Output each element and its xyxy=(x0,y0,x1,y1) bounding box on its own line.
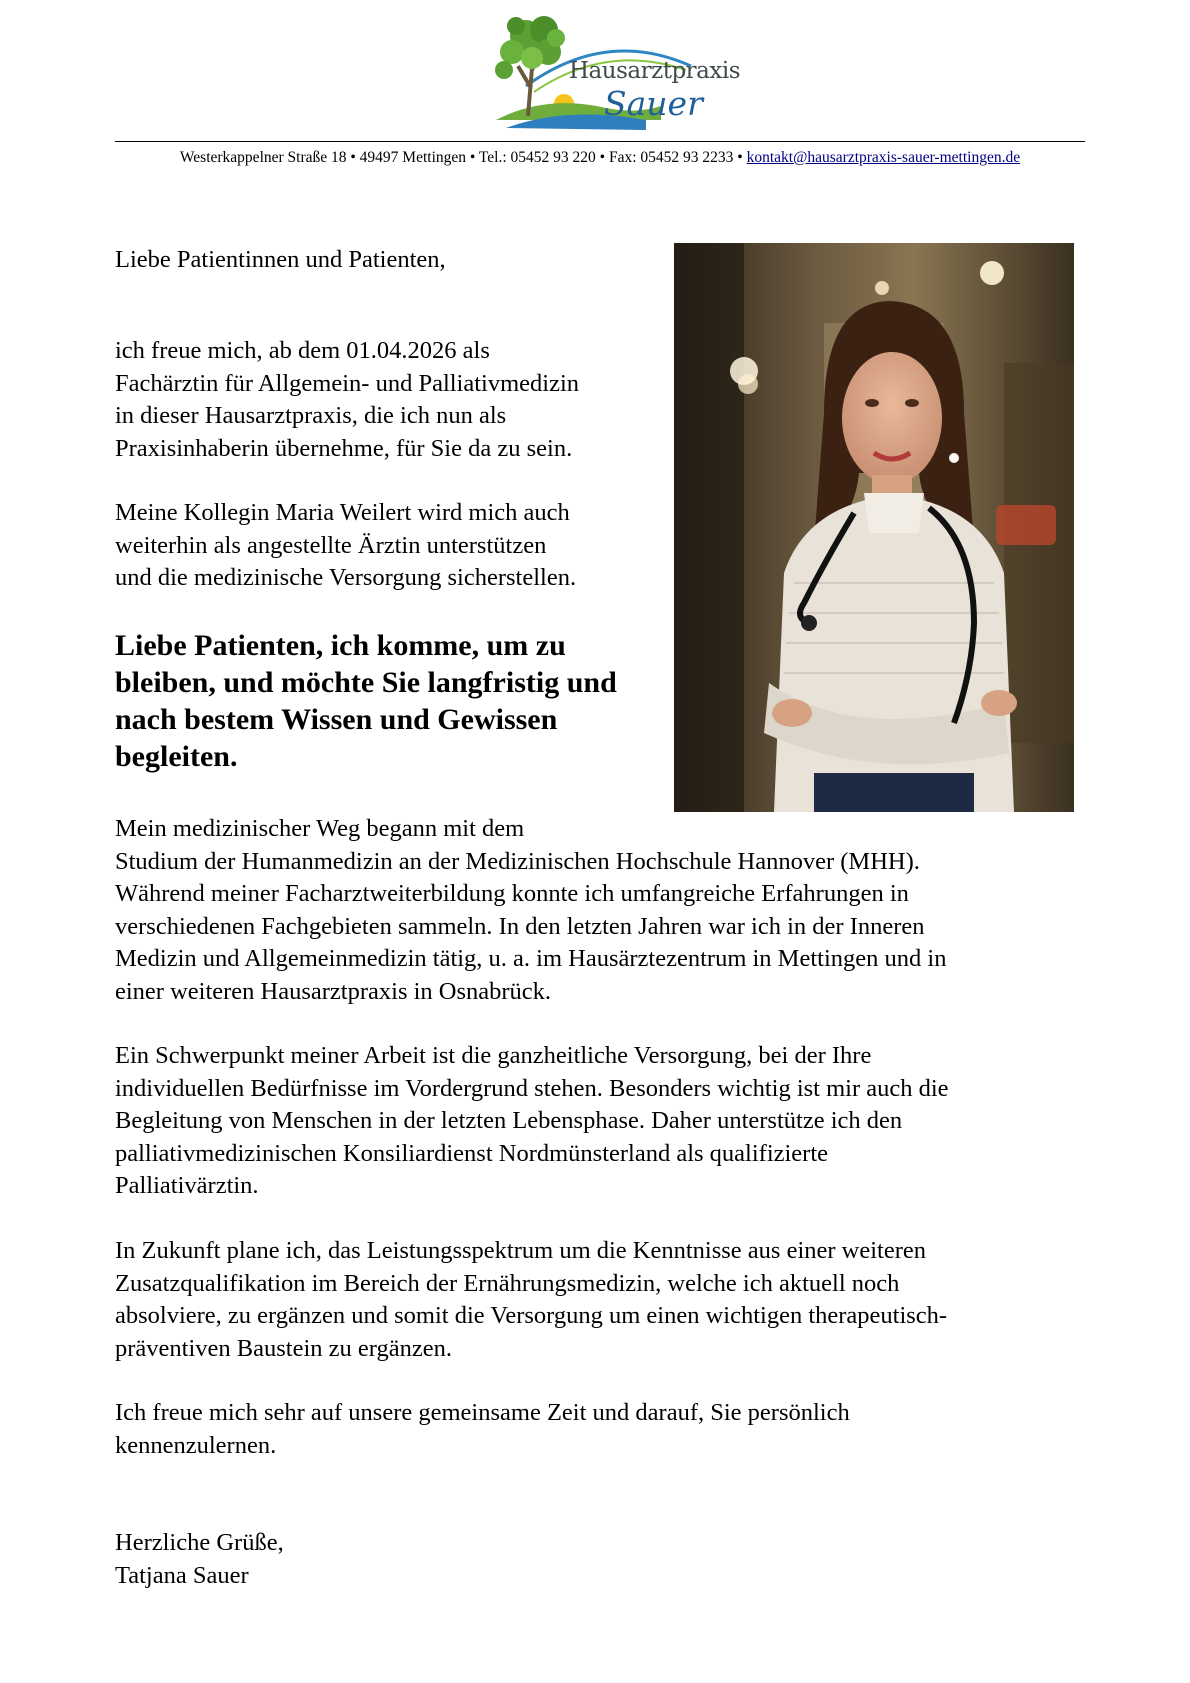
text-line: Während meiner Facharztweiterbildung konnte ich umfangreiche Erfahrungen in xyxy=(115,880,909,907)
bold-line: begleiten. xyxy=(115,740,238,773)
text-line: Palliativärztin. xyxy=(115,1172,259,1199)
bold-line: bleiben, und möchte Sie langfristig und xyxy=(115,666,617,699)
text-line: kennenzulernen. xyxy=(115,1431,277,1459)
email-link[interactable]: kontakt@hausarztpraxis-sauer-mettingen.de xyxy=(746,149,1021,166)
text-line: einer weiteren Hausarztpraxis in Osnabrück. xyxy=(115,977,552,1005)
text-line: Praxisinhaberin übernehme, für Sie da zu sein. xyxy=(115,434,573,462)
text-line: und die medizinische Versorgung sicherstellen. xyxy=(115,564,577,591)
text-line: Studium der Humanmedizin an der Medizinischen Hochschule Hannover (MHH). xyxy=(115,847,920,875)
text-line: Begleitung von Menschen in der letzten Lebensphase. Daher unterstütze ich den xyxy=(115,1107,903,1134)
text-line: Meine Kollegin Maria Weilert wird mich auch xyxy=(115,499,570,526)
signature-name: Tatjana Sauer xyxy=(115,1561,249,1589)
header-divider xyxy=(115,141,1085,142)
bold-line: Liebe Patienten, ich komme, um zu xyxy=(115,629,566,662)
address-text: Westerkappelner Straße 18 • 49497 Mettingen • Tel.: 05452 93 220 • Fax: 05452 93 2233 • xyxy=(179,149,747,166)
text-line: Fachärztin für Allgemein- und Palliativmedizin xyxy=(115,369,580,397)
text-line: In Zukunft plane ich, das Leistungsspektrum um die Kenntnisse aus einer weiteren xyxy=(115,1237,927,1264)
text-line: präventiven Baustein zu ergänzen. xyxy=(115,1334,452,1362)
portrait-photo xyxy=(674,243,1074,812)
text-line: Medizin und Allgemeinmedizin tätig, u. a. im Hausärztezentrum in Mettingen und in xyxy=(115,945,947,972)
text-line: weiterhin als angestellte Ärztin unterstützen xyxy=(115,531,547,559)
logo-wordmark-line1: Hausarztpraxis xyxy=(569,58,741,84)
text-line: in dieser Hausarztpraxis, die ich nun als xyxy=(115,402,507,429)
logo-wordmark-line2: Sauer xyxy=(604,84,703,123)
text-line: Ich freue mich sehr auf unsere gemeinsame Zeit und darauf, Sie persönlich xyxy=(115,1399,850,1426)
bold-line: nach bestem Wissen und Gewissen xyxy=(115,703,558,736)
greeting: Herzliche Grüße, xyxy=(115,1529,284,1556)
practice-logo xyxy=(486,8,741,136)
text-line: Mein medizinischer Weg begann mit dem xyxy=(115,815,525,842)
text-line: individuellen Bedürfnisse im Vordergrund stehen. Besonders wichtig ist mir auch die xyxy=(115,1074,949,1102)
contact-line xyxy=(115,149,1085,167)
text-line: verschiedenen Fachgebieten sammeln. In den letzten Jahren war ich in der Inneren xyxy=(115,912,925,940)
text-line: absolviere, zu ergänzen und somit die Versorgung um einen wichtigen therapeutisch- xyxy=(115,1302,948,1329)
text-line: Zusatzqualifikation im Bereich der Ernährungsmedizin, welche ich aktuell noch xyxy=(115,1269,900,1297)
text-line: palliativmedizinischen Konsiliardienst Nordmünsterland als qualifizierte xyxy=(115,1139,829,1167)
salutation: Liebe Patientinnen und Patienten, xyxy=(115,246,446,273)
text-line: ich freue mich, ab dem 01.04.2026 als xyxy=(115,337,490,364)
text-line: Ein Schwerpunkt meiner Arbeit ist die ganzheitliche Versorgung, bei der Ihre xyxy=(115,1042,872,1069)
